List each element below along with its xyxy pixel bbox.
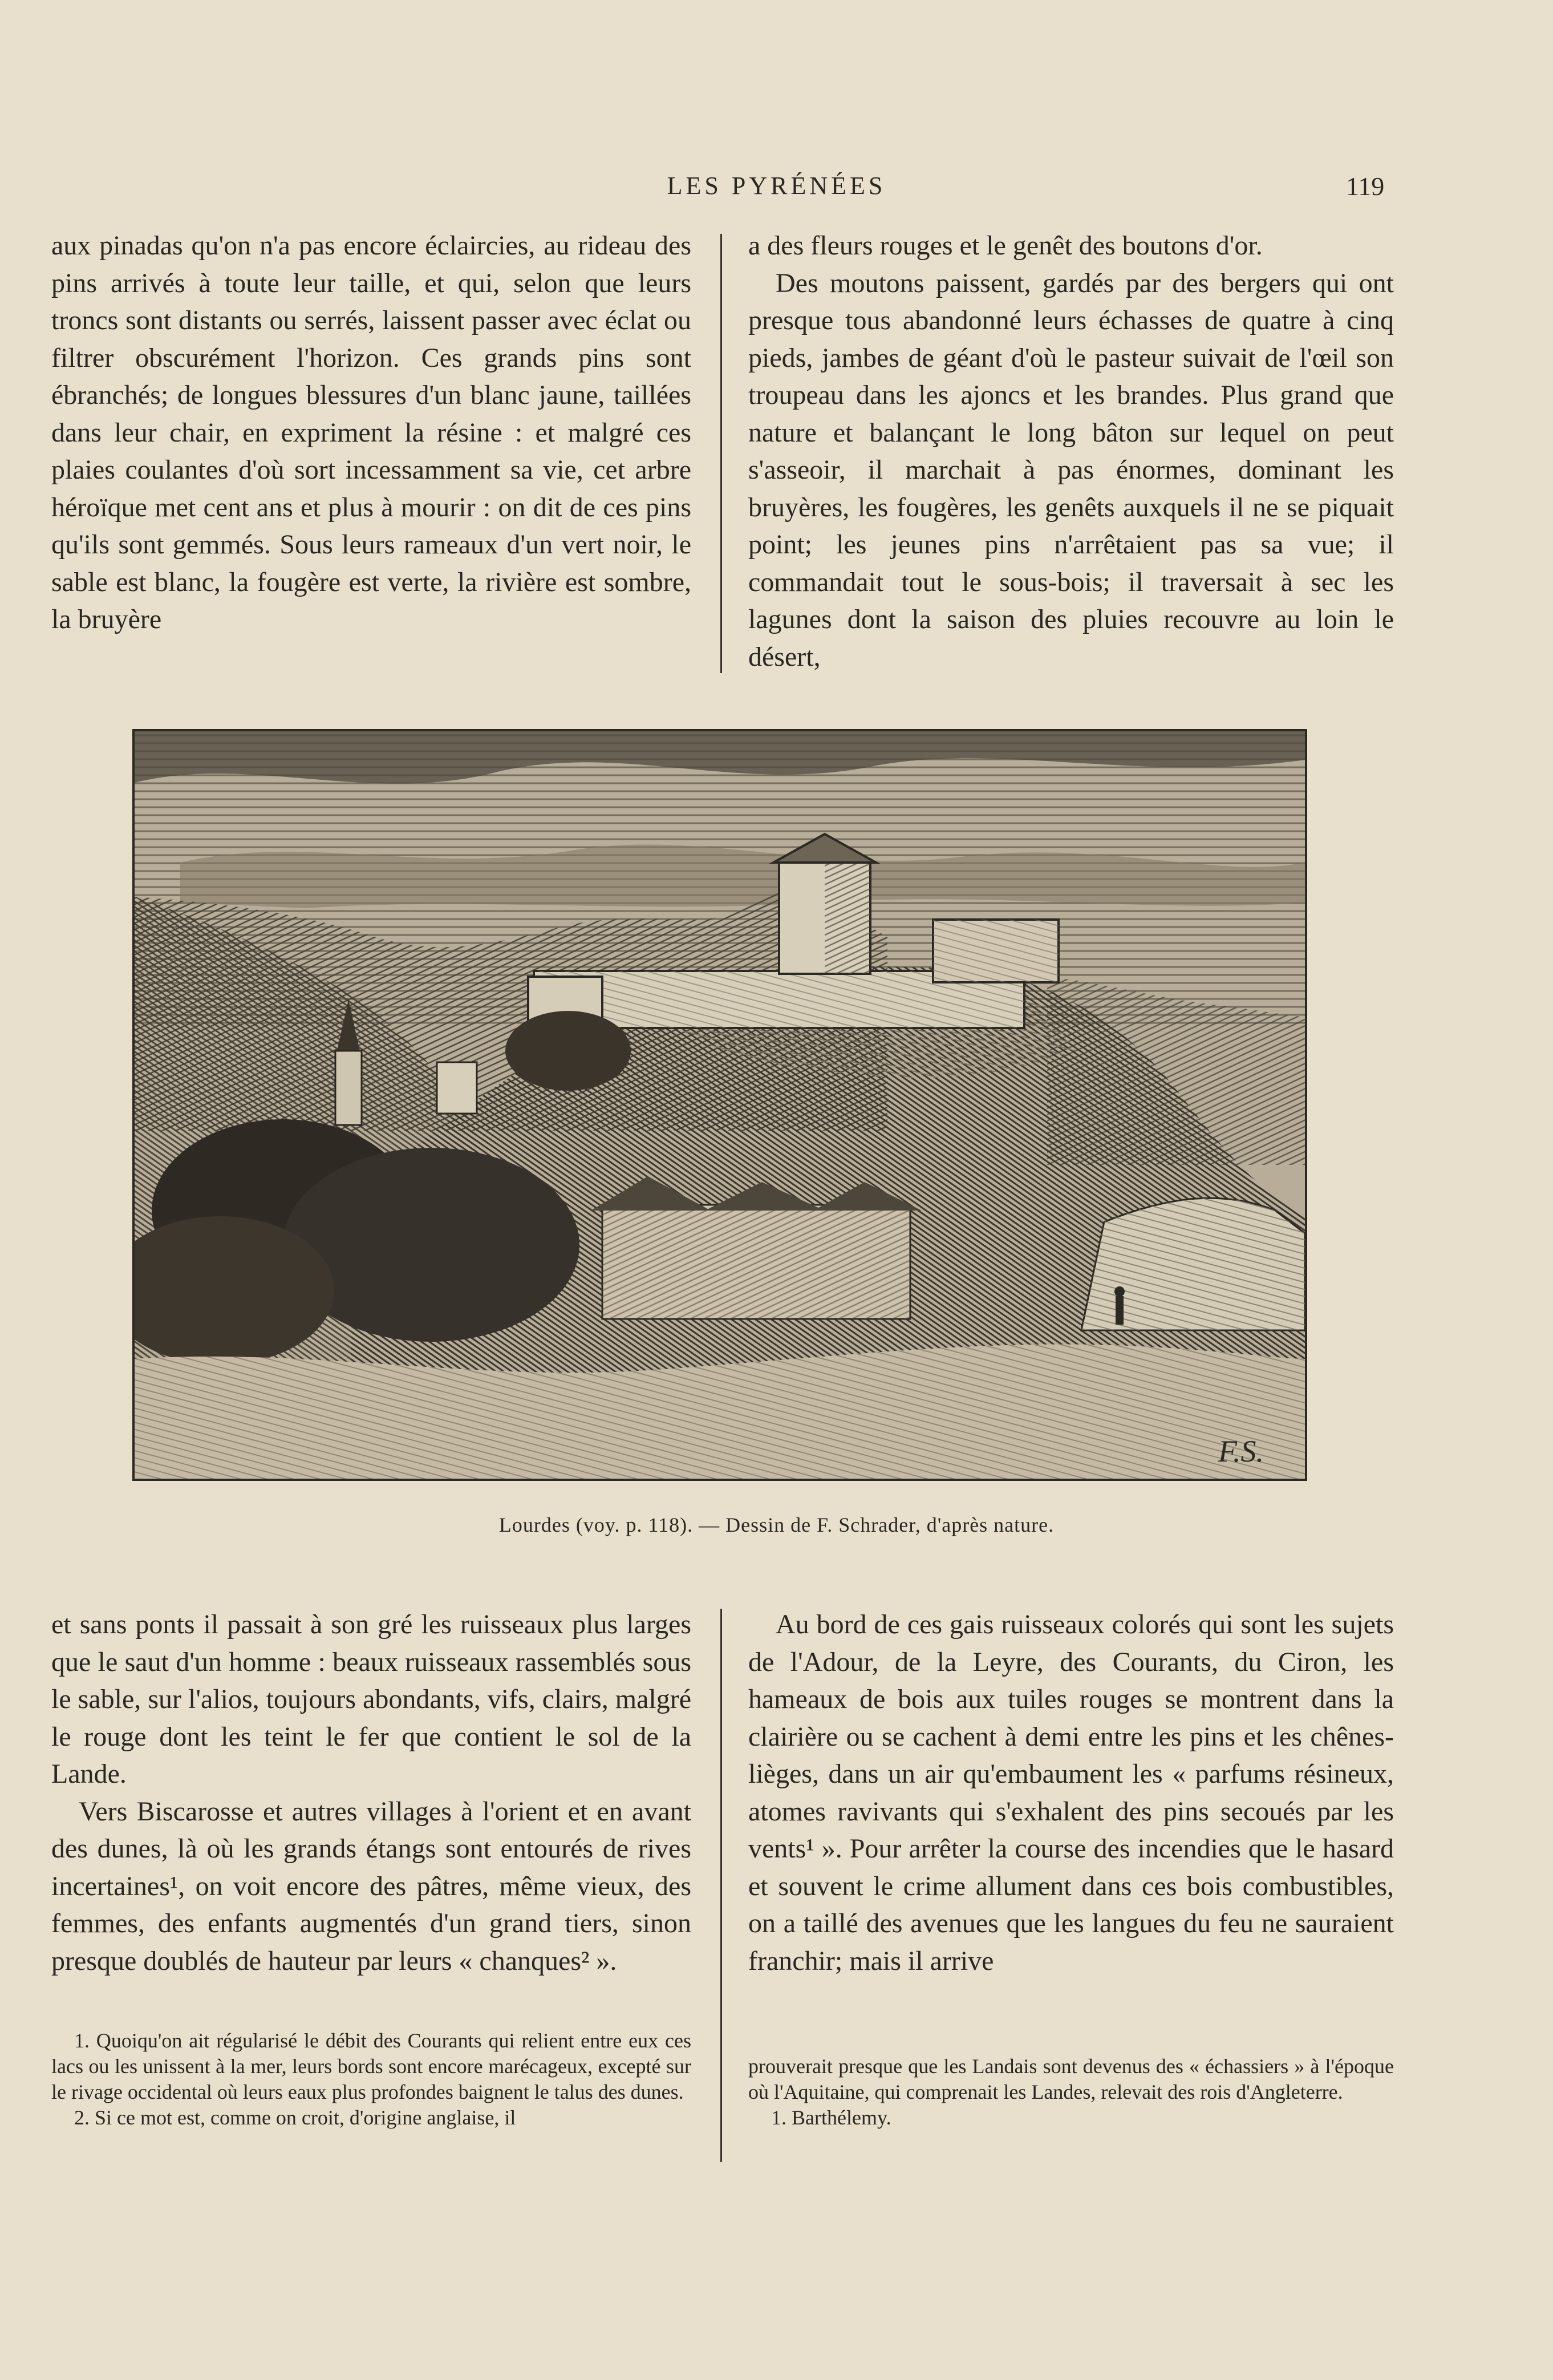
- footnote: 1. Quoiqu'on ait régularisé le débit des Courants qui relient entre eux ces lacs ou les unissent à la mer, leurs bords sont encore marécageux, excepté sur le rivage occidental où leurs eaux plus profondes baignent le talus des dunes.: [51, 2029, 691, 2103]
- figure-caption: Lourdes (voy. p. 118). — Dessin de F. Schrader, d'après nature.: [498, 1513, 1055, 1536]
- footnote-continuation: prouverait presque que les Landais sont devenus des « échassiers » à l'époque où l'Aquitaine, qui comprenait les Landes, relevait des rois d'Angleterre.: [748, 2055, 1394, 2103]
- page-number: 119: [1346, 172, 1385, 201]
- paragraph: aux pinadas qu'on n'a pas encore éclaircies, au rideau des pins arrivés à toute leur taille, et qui, selon que leurs troncs sont distants ou serrés, laissent passer avec éclat ou filtrer obscurément l'horizon. Ces grands pins sont ébranchés; de longues blessures d'un blanc jaune, taillées dans leur chair, en expriment la résine : et malgré ces plaies coulantes d'où sort incessamment sa vie, cet arbre héroïque met cent ans et plus à mourir : on dit de ces pins qu'ils sont gemmés. Sous leurs rameaux d'un vert noir, le sable est blanc, la fougère est verte, la rivière est sombre, la bruyère: [51, 230, 691, 634]
- footnotes-right: [748, 2054, 1394, 2131]
- running-header: LES PYRÉNÉES: [667, 172, 886, 200]
- column-divider: [720, 234, 722, 673]
- top-right-column: [748, 227, 1394, 675]
- paragraph: Au bord de ces gais ruisseaux colorés qui sont les sujets de l'Adour, de la Leyre, des Courants, du Ciron, les hameaux de bois aux tuiles rouges se montrent dans la clairière ou se cachent à demi entre les pins et les chênes-lièges, dans un air qu'embaument les « parfums résineux, atomes ravivants qui s'exhalent des pins secoués par les vents¹ ». Pour arrêter la course des incendies que le hasard et souvent le crime allument dans ces bois combustibles, on a taillé des avenues que les langues du feu ne sauraient franchir; mais il arrive: [748, 1609, 1394, 1976]
- paragraph: Des moutons paissent, gardés par des bergers qui ont presque tous abandonné leurs échasses de quatre à cinq pieds, jambes de géant d'où le pasteur suivait de l'œil son troupeau dans les ajoncs et les brandes. Plus grand que nature et balançant le long bâton sur lequel on peut s'asseoir, il marchait à pas énormes, dominant les bruyères, les fougères, les genêts auxquels il ne se piquait point; les jeunes pins n'arrêtaient pas sa vue; il commandait tout le sous-bois; il traversait à sec les lagunes dont la saison des pluies recouvre au loin le désert,: [748, 268, 1394, 672]
- paragraph: a des fleurs rouges et le genêt des boutons d'or.: [748, 230, 1263, 261]
- engraving-illustration: [135, 731, 1305, 1479]
- column-divider: [720, 1609, 722, 2162]
- engraving-lourdes: [132, 729, 1307, 1481]
- footnote: 2. Si ce mot est, comme on croit, d'origine anglaise, il: [74, 2106, 516, 2129]
- paragraph: et sans ponts il passait à son gré les ruisseaux plus larges que le saut d'un homme : beaux ruisseaux rassemblés sous le sable, sur l'alios, toujours abondants, vifs, clairs, malgré le rouge dont les teint le fer que contient le sol de la Lande.: [51, 1609, 691, 1789]
- engraver-signature: F.S.: [1218, 1434, 1264, 1468]
- top-left-column: [51, 227, 691, 638]
- bottom-right-column: [748, 1606, 1394, 1980]
- paragraph: Vers Biscarosse et autres villages à l'orient et en avant des dunes, là où les grands étangs sont entourés de rives incertaines¹, on voit encore des pâtres, même vieux, des femmes, des enfants augmentés d'un grand tiers, sinon presque doublés de hauteur par leurs « chanques² ».: [51, 1796, 691, 1976]
- footnote: 1. Barthélemy.: [771, 2106, 891, 2129]
- bottom-left-column: [51, 1606, 691, 1980]
- footnotes-left: [51, 2028, 691, 2131]
